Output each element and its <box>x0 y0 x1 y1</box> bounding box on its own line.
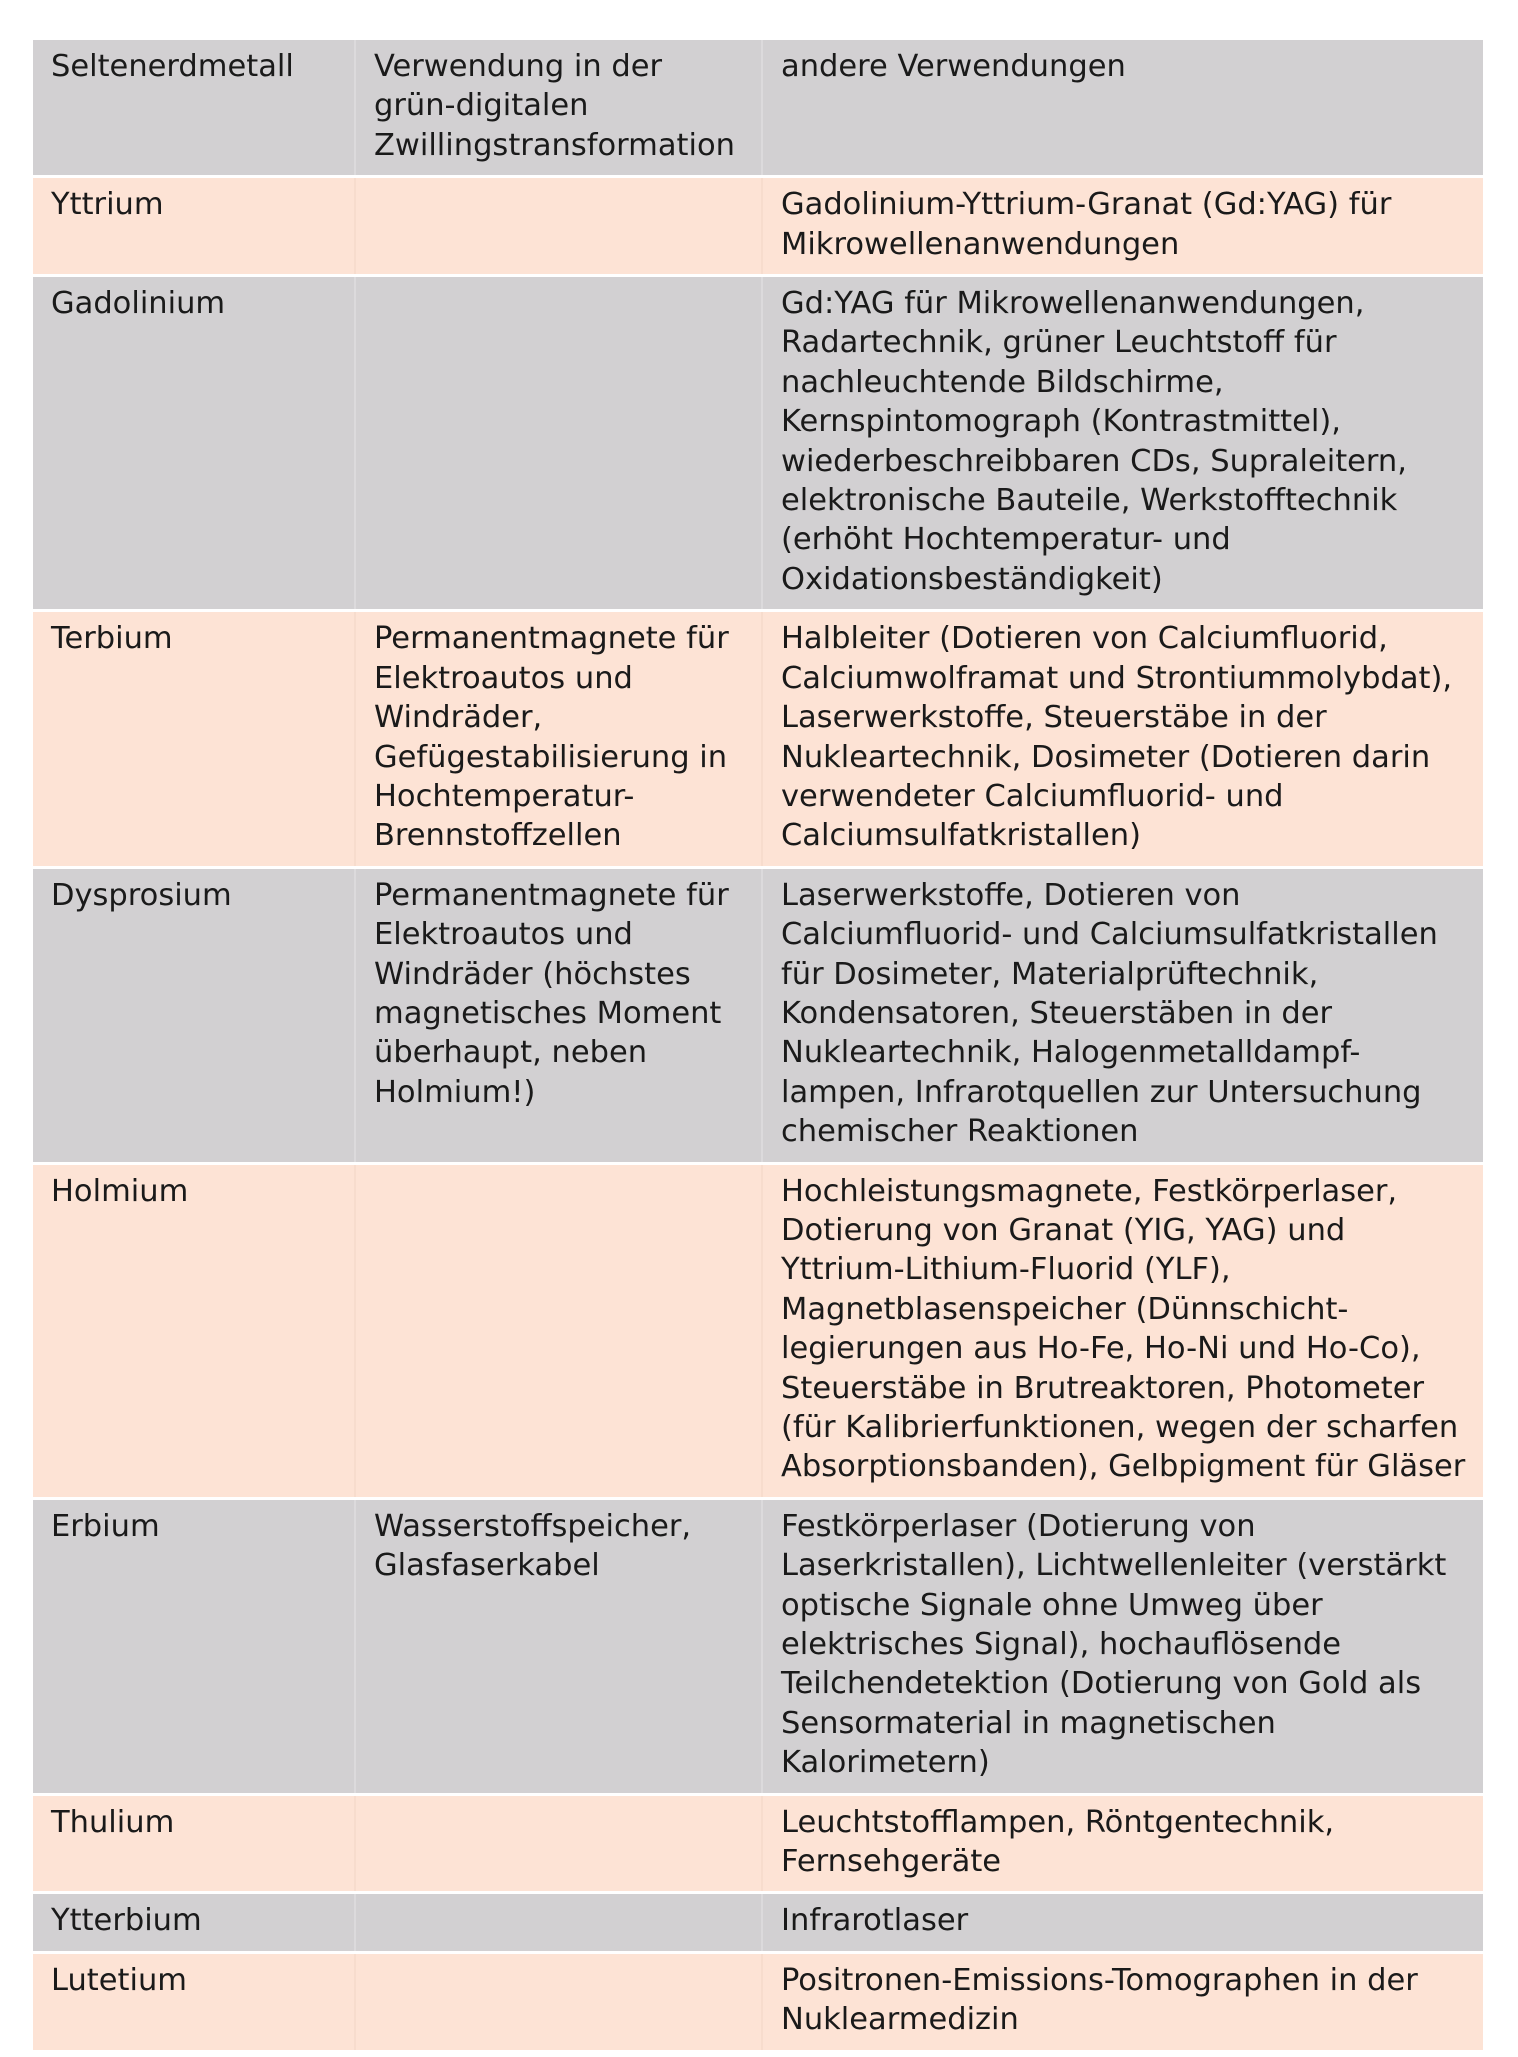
cell-green-digital-use <box>355 276 762 611</box>
rare-earth-table <box>33 40 1483 2050</box>
cell-green-digital-use <box>355 177 762 276</box>
header-other-uses: andere Verwendungen <box>762 40 1483 177</box>
cell-metal: Terbium <box>33 611 355 867</box>
cell-other-uses: Infrarotlaser <box>762 1893 1483 1952</box>
cell-other-uses: Gadolinium-Yttrium-Granat (Gd:YAG) für Mikrowellenanwendungen <box>762 177 1483 276</box>
cell-green-digital-use <box>355 1163 762 1498</box>
cell-green-digital-use <box>355 1893 762 1952</box>
table-row <box>33 177 1483 276</box>
table-header-row <box>33 40 1483 177</box>
cell-metal: Lutetium <box>33 1952 355 2049</box>
cell-green-digital-use <box>355 1952 762 2049</box>
table-row <box>33 867 1483 1163</box>
table-row <box>33 1952 1483 2049</box>
cell-green-digital-use <box>355 1794 762 1893</box>
cell-metal: Thulium <box>33 1794 355 1893</box>
cell-metal: Gadolinium <box>33 276 355 611</box>
cell-other-uses: Positronen-Emissions-Tomographen in der Nuklearmedizin <box>762 1952 1483 2049</box>
cell-metal: Ytterbium <box>33 1893 355 1952</box>
cell-green-digital-use: Wasserstoffspeicher, Glasfaserkabel <box>355 1498 762 1794</box>
cell-metal: Yttrium <box>33 177 355 276</box>
header-green-digital-use: Verwendung in der grün-digitalen Zwillingstransformation <box>355 40 762 177</box>
cell-other-uses: Halbleiter (Dotieren von Calciumfluorid, Calciumwolframat und Strontiummolybdat), Laserwerkstoffe, Steuerstäbe in der Nukleartechnik, Dosimeter (Dotieren darin verwendeter Calciumfluorid- und Calciumsulfatkristallen) <box>762 611 1483 867</box>
cell-other-uses: Festkörperlaser (Dotierung von Laserkristallen), Lichtwellenleiter (verstärkt optische Signale ohne Umweg über elektrisches Signal), hochauflösende Teilchendetektion (Dotierung von Gold als Sensormaterial in magnetischen Kalorimetern) <box>762 1498 1483 1794</box>
cell-green-digital-use: Permanentmagnete für Elektroautos und Windräder (höchstes magnetisches Moment überhaupt, neben Holmium!) <box>355 867 762 1163</box>
cell-metal: Holmium <box>33 1163 355 1498</box>
cell-green-digital-use: Permanentmagnete für Elektroautos und Windräder, Gefügestabilisierung in Hochtemperatur-Brennstoffzellen <box>355 611 762 867</box>
table-row <box>33 1498 1483 1794</box>
table-row <box>33 276 1483 611</box>
cell-metal: Dysprosium <box>33 867 355 1163</box>
cell-other-uses: Laserwerkstoffe, Dotieren von Calciumfluorid- und Calciumsulfatkristallen für Dosimeter, Materialprüftechnik, Kondensatoren, Steuerstäben in der Nukleartechnik, Halogenmetalldampf-lampen, Infrarotquellen zur Untersuchung chemischer Reaktionen <box>762 867 1483 1163</box>
cell-metal: Erbium <box>33 1498 355 1794</box>
cell-other-uses: Hochleistungsmagnete, Festkörperlaser, Dotierung von Granat (YIG, YAG) und Yttrium-Lithium-Fluorid (YLF), Magnetblasenspeicher (Dünnschicht-legierungen aus Ho-Fe, Ho-Ni und Ho-Co), Steuerstäbe in Brutreaktoren, Photometer (für Kalibrierfunktionen, wegen der scharfen Absorptionsbanden), Gelbpigment für Gläser <box>762 1163 1483 1498</box>
table-row <box>33 1794 1483 1893</box>
table-row <box>33 611 1483 867</box>
table-row <box>33 1893 1483 1952</box>
table-row <box>33 1163 1483 1498</box>
header-metal: Seltenerdmetall <box>33 40 355 177</box>
cell-other-uses: Gd:YAG für Mikrowellenanwendungen, Radartechnik, grüner Leuchtstoff für nachleuchtende Bildschirme, Kernspintomograph (Kontrastmittel), wiederbeschreibbaren CDs, Supraleitern, elektronische Bauteile, Werkstofftechnik (erhöht Hochtemperatur- und Oxidationsbeständigkeit) <box>762 276 1483 611</box>
cell-other-uses: Leuchtstofflampen, Röntgentechnik, Fernsehgeräte <box>762 1794 1483 1893</box>
